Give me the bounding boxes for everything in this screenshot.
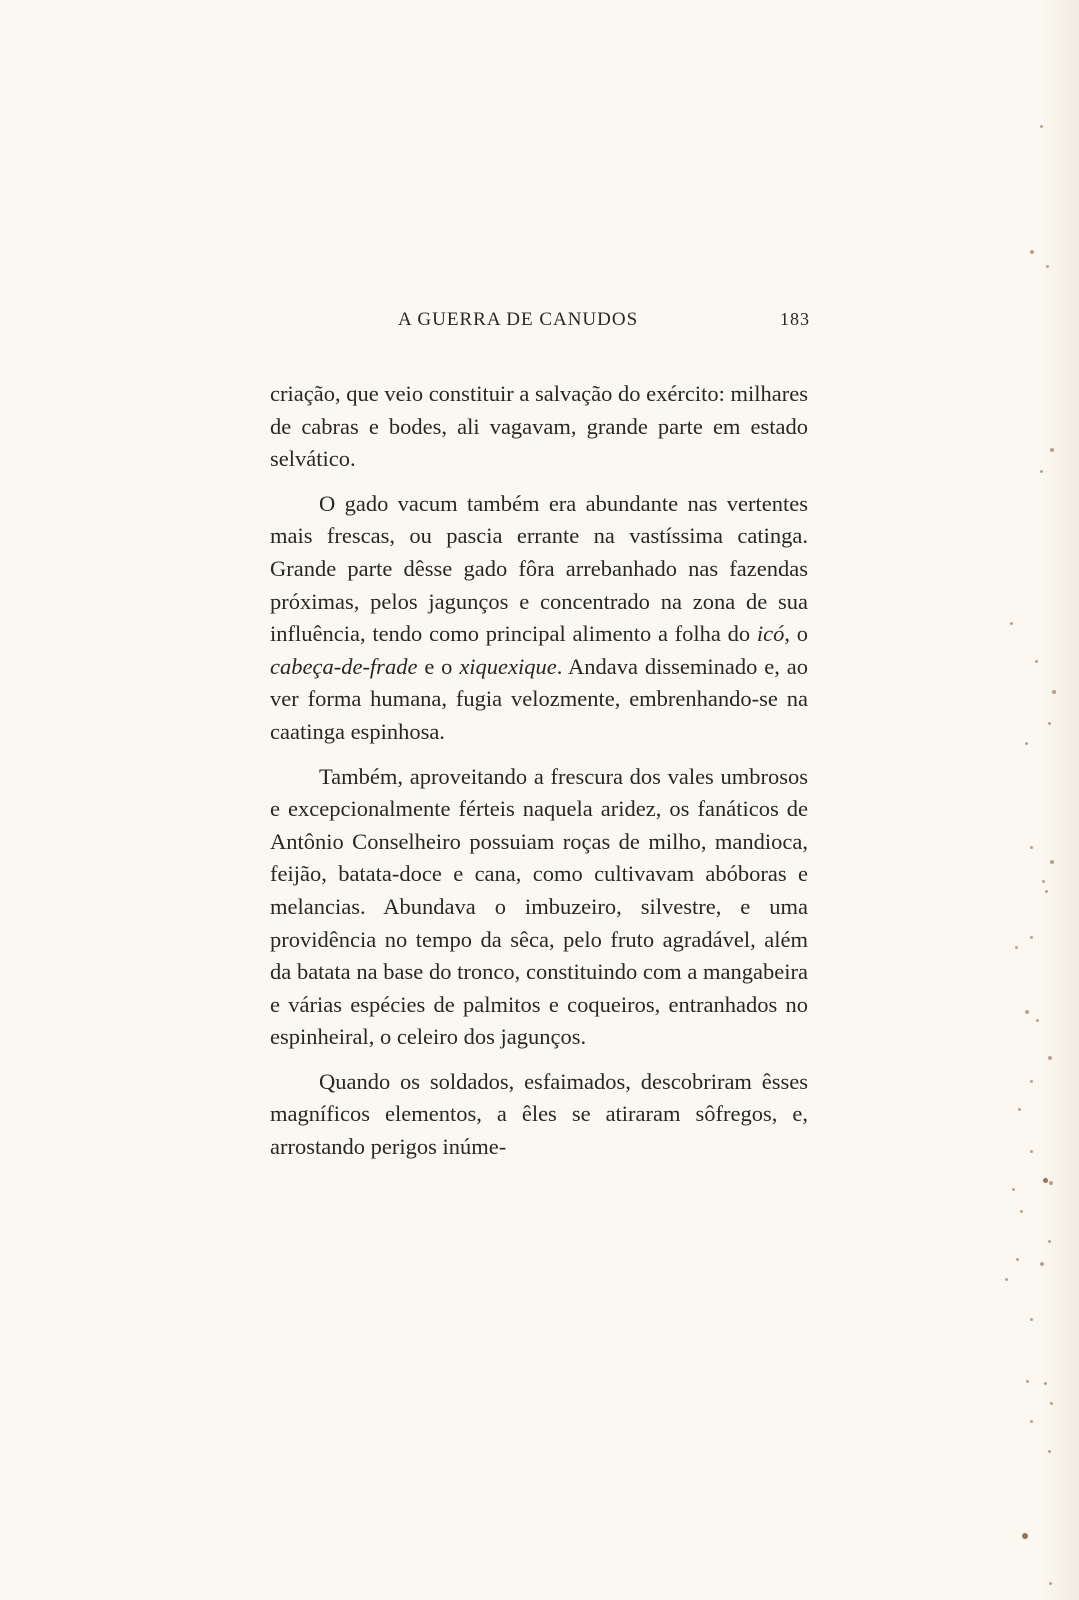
foxing-speck — [1010, 622, 1013, 625]
paragraph — [270, 378, 808, 476]
italic-term: icó — [756, 621, 785, 647]
foxing-speck — [1030, 936, 1033, 939]
foxing-speck — [1020, 1210, 1023, 1213]
foxing-speck — [1030, 1318, 1033, 1321]
foxing-speck — [1050, 448, 1054, 452]
foxing-speck — [1050, 1402, 1053, 1405]
paragraph — [270, 1066, 808, 1164]
running-title: A GUERRA DE CANUDOS — [398, 309, 639, 330]
foxing-speck — [1048, 1056, 1052, 1060]
foxing-speck — [1015, 946, 1018, 949]
foxing-speck — [1016, 1258, 1019, 1261]
running-header — [270, 309, 810, 335]
foxing-speck — [1022, 1533, 1028, 1539]
foxing-speck — [1030, 250, 1034, 254]
foxing-speck — [1026, 1380, 1029, 1383]
text-run: , o — [784, 621, 808, 647]
foxing-speck — [1048, 1450, 1051, 1453]
foxing-speck — [1030, 1150, 1033, 1153]
foxing-speck — [1025, 742, 1028, 745]
text-run: Quando os soldados, esfaimados, descobriram êsses magníficos elementos, a êles se atiraram sôfregos, e, arrostando perigos inúme- — [270, 1068, 808, 1160]
foxing-speck — [1040, 125, 1043, 128]
foxing-speck — [1052, 690, 1056, 694]
text-run: . Andava disseminado e, ao ver forma humana, fugia velozmente, embrenhando-se na caatinga espinhosa. — [270, 653, 808, 744]
italic-term: cabeça-de-frade — [270, 653, 418, 679]
foxing-speck — [1050, 860, 1054, 864]
foxing-speck — [1018, 1108, 1021, 1111]
paragraph — [270, 761, 808, 1054]
foxing-speck — [1045, 890, 1048, 893]
italic-term: xiquexique — [459, 653, 557, 679]
foxing-speck — [1044, 1382, 1047, 1385]
foxing-speck — [1049, 1181, 1053, 1185]
foxing-speck — [1043, 1178, 1048, 1183]
foxing-speck — [1049, 1582, 1052, 1585]
text-run: Também, aproveitando a frescura dos vales umbrosos e excepcionalmente férteis naquela aridez, os fanáticos de Antônio Conselheiro possuiam roças de milho, mandioca, feijão, batata-doce e cana, como cultivavam abóboras e melancias. Abundava o imbuzeiro, silvestre, e uma providência no tempo da sêca, pelo fruto agradável, além da batata na base do tronco, constituindo com a mangabeira e várias espécies de palmitos e coqueiros, entranhados no espinheiral, o celeiro dos jagunços. — [270, 763, 808, 1050]
foxing-speck — [1035, 660, 1038, 663]
text-run: O gado vacum também era abundante nas vertentes mais frescas, ou pascia errante na vastíssima catinga. Grande parte dêsse gado fôra arrebanhado nas fazendas próximas, pelos jagunços e concentrado na zona de sua influência, tendo como principal alimento a folha do — [270, 490, 808, 647]
foxing-speck — [1036, 1019, 1039, 1022]
page-edge-shadow — [1041, 0, 1079, 1600]
body-text — [270, 378, 808, 1176]
foxing-speck — [1005, 1278, 1008, 1281]
foxing-speck — [1030, 1420, 1033, 1423]
foxing-speck — [1040, 1262, 1044, 1266]
foxing-speck — [1046, 265, 1049, 268]
text-run: e o — [417, 653, 460, 679]
foxing-speck — [1042, 880, 1045, 883]
foxing-speck — [1012, 1188, 1015, 1191]
page-number: 183 — [780, 309, 810, 329]
foxing-speck — [1040, 470, 1043, 473]
foxing-speck — [1025, 1010, 1029, 1014]
text-run: criação, que veio constituir a salvação do exército: milhares de cabras e bodes, ali vagavam, grande parte em estado selvático. — [270, 381, 808, 472]
foxing-speck — [1030, 1080, 1033, 1083]
foxing-speck — [1048, 1240, 1051, 1243]
paragraph — [270, 488, 808, 749]
foxing-speck — [1048, 722, 1051, 725]
foxing-speck — [1030, 846, 1033, 849]
